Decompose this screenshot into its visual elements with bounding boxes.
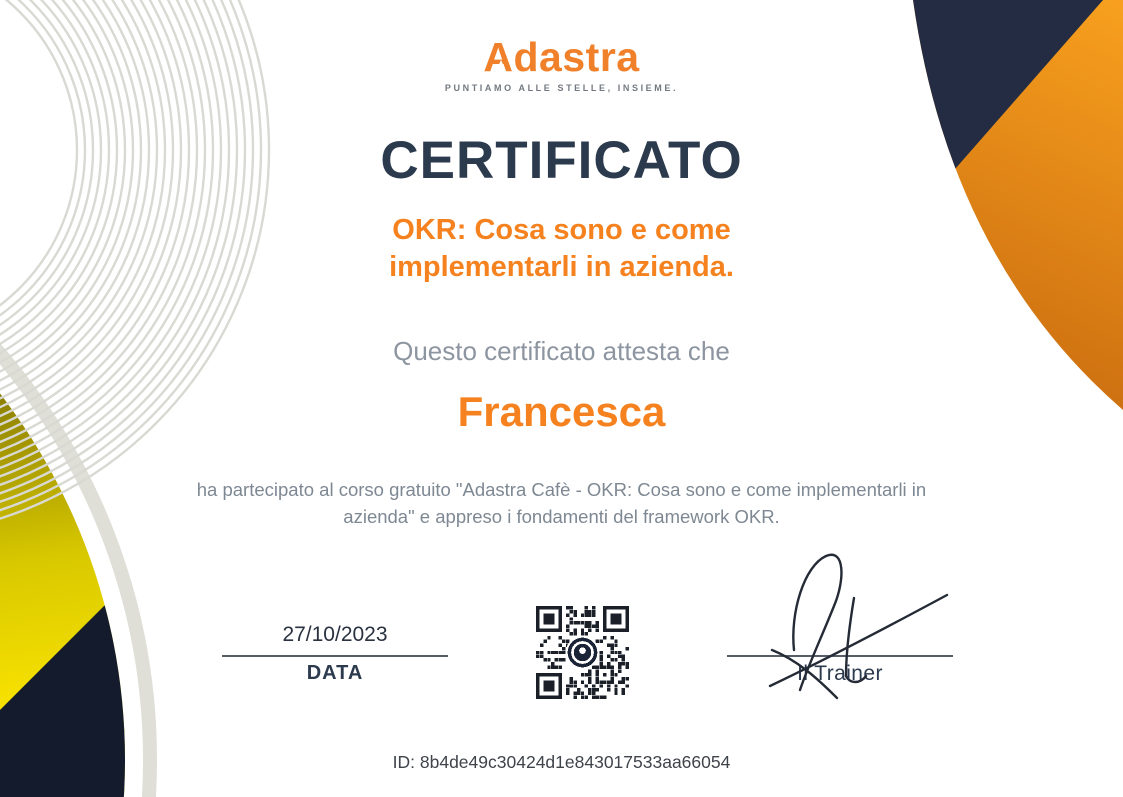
signature-label: Il Trainer bbox=[797, 662, 883, 685]
certificate-title: CERTIFICATO bbox=[380, 131, 743, 190]
logo-tagline: PUNTIAMO ALLE STELLE, INSIEME. bbox=[444, 83, 679, 94]
logo-up-arrow-icon bbox=[495, 60, 507, 73]
course-title: OKR: Cosa sono e come implementarli in azienda. bbox=[389, 214, 734, 283]
date-value: 27/10/2023 bbox=[282, 623, 388, 646]
course-description: ha partecipato al corso gratuito "Adastra Cafè - OKR: Cosa sono e come implementarli in azienda" e appreso i fondamenti del framework OKR. bbox=[196, 479, 927, 528]
adastra-logo bbox=[0, 36, 1123, 93]
trainer-signature-icon bbox=[742, 538, 967, 710]
date-line bbox=[222, 655, 448, 657]
date-block bbox=[222, 618, 448, 685]
recipient-name: Francesca bbox=[457, 388, 666, 435]
certificate-id: ID: 8b4de49c30424d1e843017533aa66054 bbox=[392, 752, 731, 772]
logo-wordmark: Adastra bbox=[483, 34, 640, 80]
date-label: DATA bbox=[306, 662, 364, 684]
qr-code bbox=[536, 606, 629, 699]
attestation-text: Questo certificato attesta che bbox=[393, 336, 730, 366]
